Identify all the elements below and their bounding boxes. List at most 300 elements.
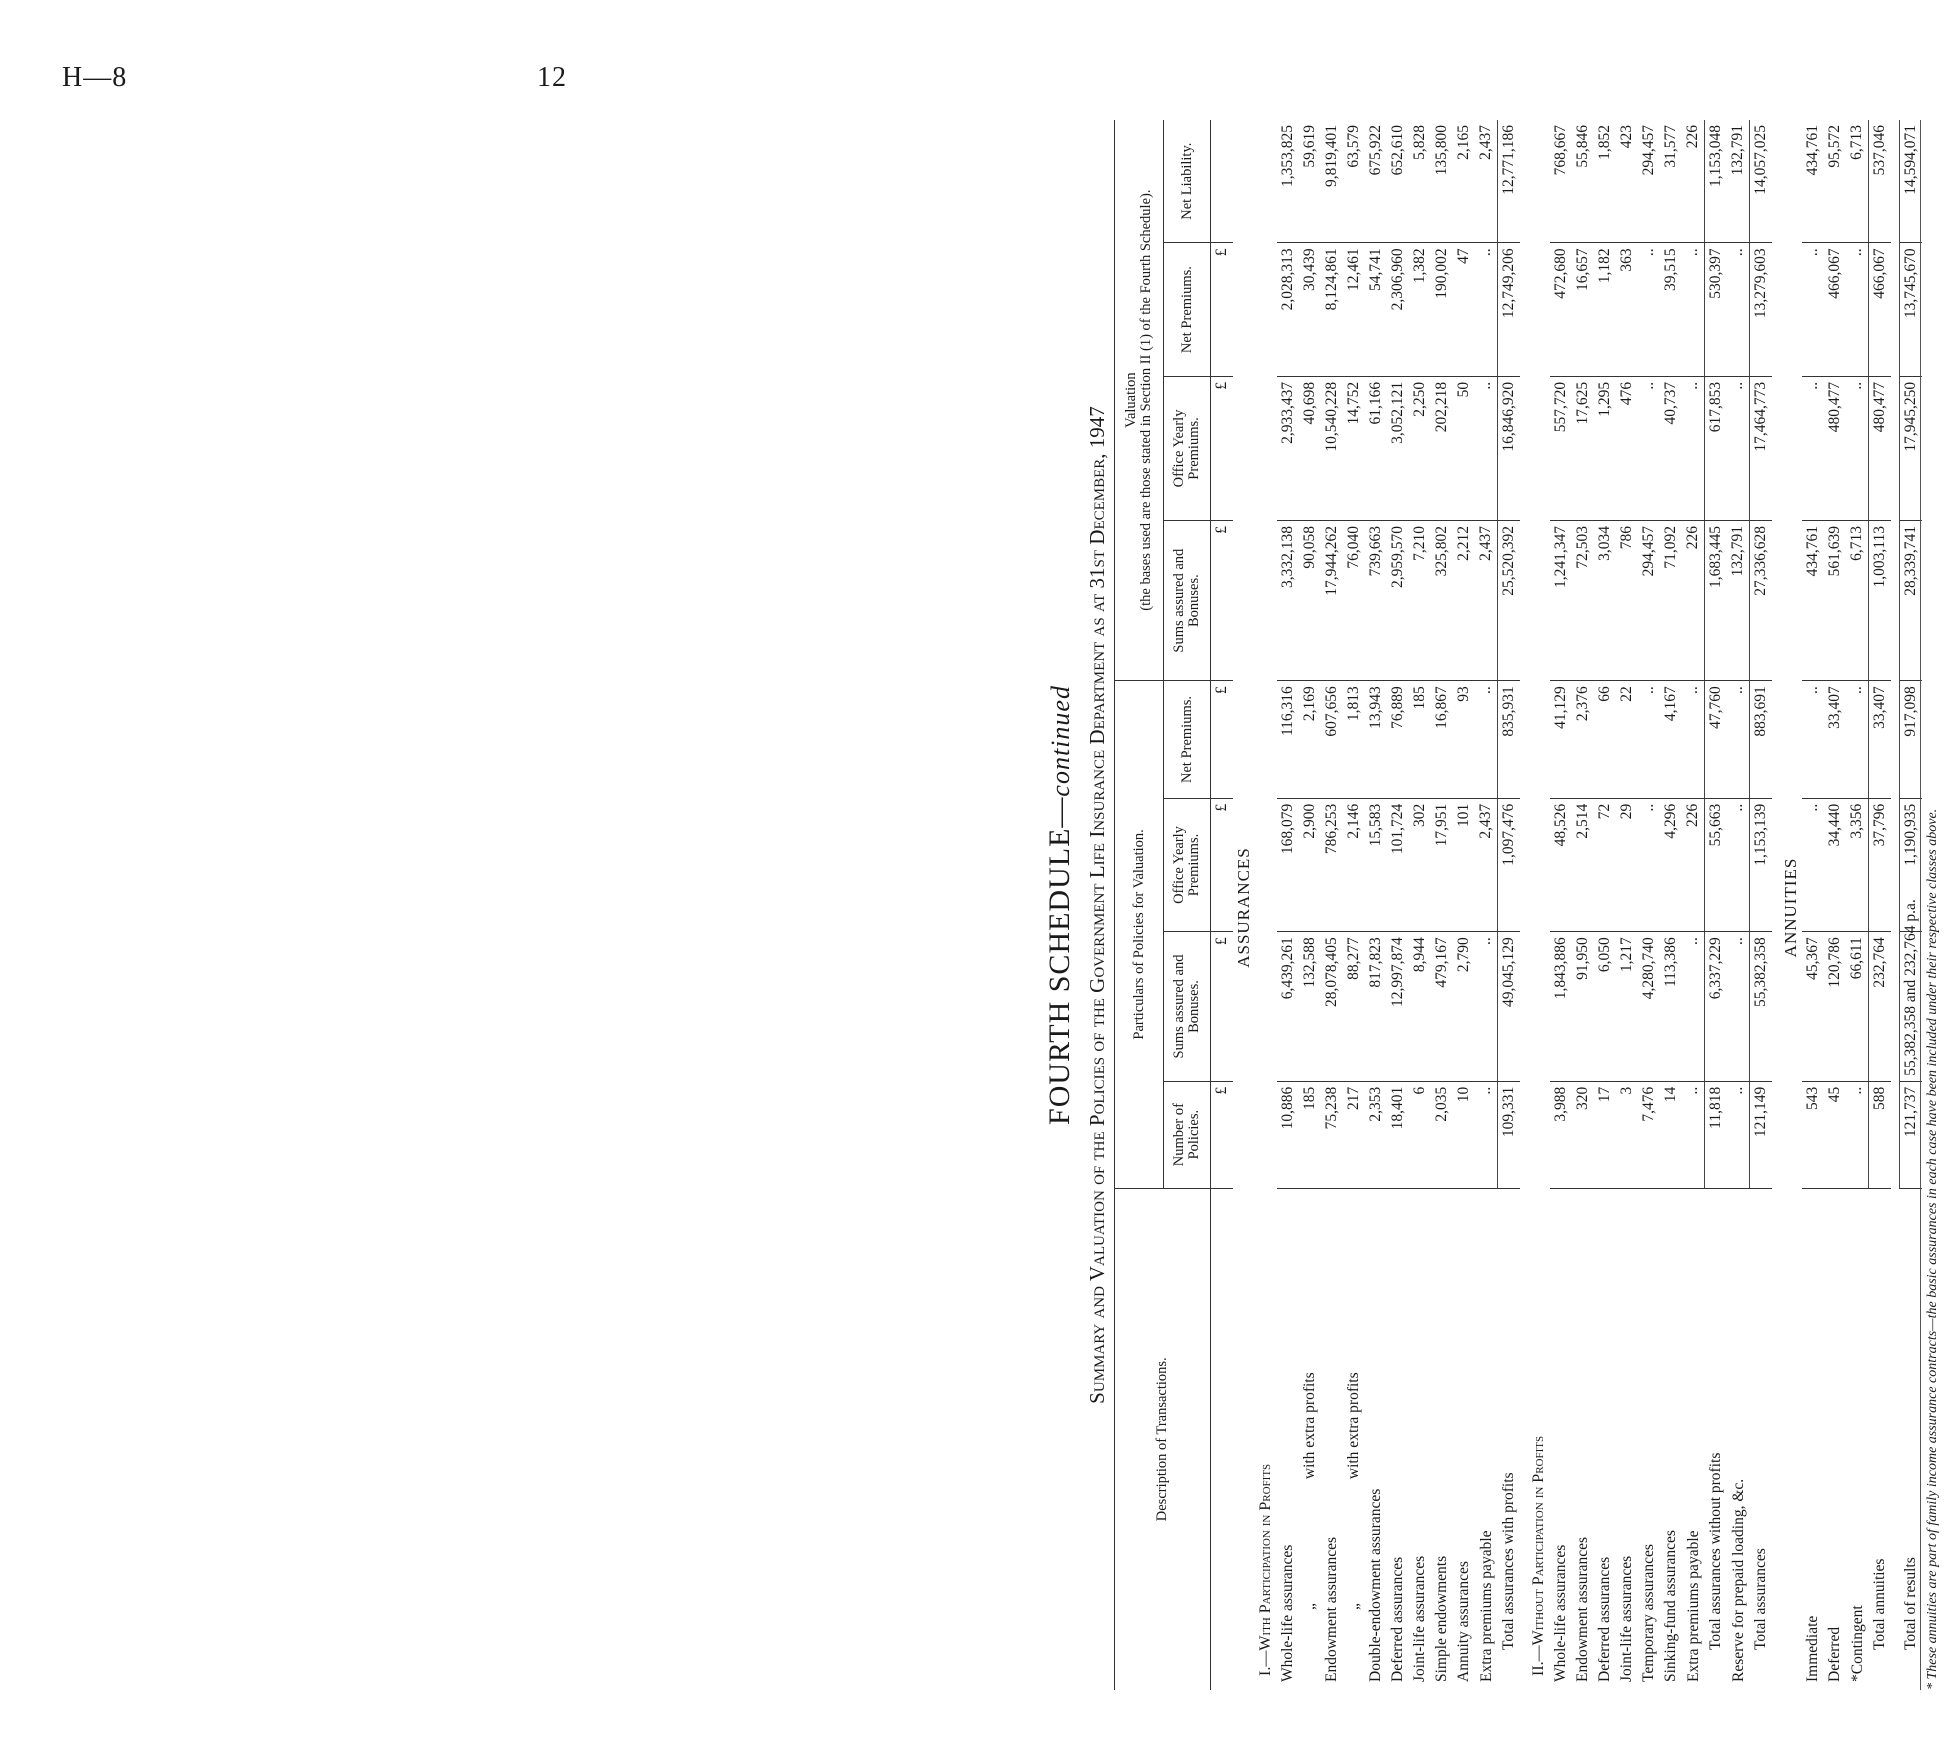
row-value: 17,625	[1572, 376, 1594, 520]
row-label: Joint-life assurances	[1411, 1555, 1428, 1682]
row-value: 883,691	[1750, 681, 1773, 799]
row-value: 28,078,405	[1321, 932, 1343, 1082]
row-value: 55,846	[1572, 120, 1594, 243]
row-label: „ with extra profits	[1301, 1372, 1318, 1610]
row-value: 202,218	[1431, 376, 1453, 520]
row-value: 1,813	[1343, 681, 1365, 799]
row-value: 45,367	[1802, 932, 1824, 1082]
total-annuities-row	[1869, 120, 1892, 1690]
spacer-cell	[1891, 120, 1900, 1690]
row-value: 185	[1299, 1081, 1321, 1188]
row-label: Total of results	[1902, 1557, 1919, 1650]
row-value: 12,997,874	[1387, 932, 1409, 1082]
row-label: Deferred	[1826, 1626, 1843, 1682]
row-value: ..	[1846, 681, 1869, 799]
table-row	[1365, 120, 1387, 1690]
row-value: 55,382,358	[1750, 932, 1773, 1082]
row-value: 49,045,129	[1498, 932, 1521, 1082]
currency-cell: £	[1211, 932, 1234, 1082]
row-label: Annuity assurances	[1455, 1561, 1472, 1682]
row-value: 2,514	[1572, 798, 1594, 932]
table-row	[1387, 120, 1409, 1690]
row-value: 786	[1616, 521, 1638, 681]
spacer-cell	[1520, 120, 1528, 1690]
row-value: 226	[1682, 120, 1705, 243]
row-value: ..	[1802, 243, 1824, 377]
row-value: ..	[1475, 243, 1498, 377]
row-value: 1,097,476	[1498, 798, 1521, 932]
row-value: 17,951	[1431, 798, 1453, 932]
row-value: 835,931	[1498, 681, 1521, 799]
row-value: 1,241,347	[1550, 521, 1572, 681]
row-value: 39,515	[1660, 243, 1682, 377]
spacer-row	[1520, 120, 1528, 1690]
section-annuities	[1780, 120, 1802, 1690]
row-value: 3,052,121	[1387, 376, 1409, 520]
row-value: ..	[1475, 376, 1498, 520]
page-reference: H—8	[62, 62, 128, 93]
row-value: 16,846,920	[1498, 376, 1521, 520]
row-value: 6,050	[1594, 932, 1616, 1082]
row-value: 4,296	[1660, 798, 1682, 932]
header-valuation-sums: Sums assured and Bonuses.	[1164, 521, 1211, 681]
row-value: 14,594,071	[1900, 120, 1923, 243]
row-value: ..	[1846, 376, 1869, 520]
table-row	[1572, 120, 1594, 1690]
row-value: 8,124,861	[1321, 243, 1343, 377]
row-value: 4,280,740	[1638, 932, 1660, 1082]
table-row	[1299, 120, 1321, 1690]
row-value: 168,079	[1277, 798, 1299, 932]
row-label: Joint-life assurances	[1618, 1555, 1635, 1682]
row-value: 2,212	[1453, 521, 1475, 681]
row-value: ..	[1682, 1081, 1705, 1188]
row-value: 135,800	[1431, 120, 1453, 243]
section-with-profits-label: I.—With Participation in Profits	[1257, 1463, 1274, 1676]
row-value: 2,146	[1343, 798, 1365, 932]
row-value: ..	[1846, 243, 1869, 377]
row-label: Endowment assurances	[1323, 1536, 1340, 1682]
row-value: 2,933,437	[1277, 376, 1299, 520]
row-value: 40,737	[1660, 376, 1682, 520]
row-value: 4,167	[1660, 681, 1682, 799]
row-value: 47	[1453, 243, 1475, 377]
table-row	[1550, 120, 1572, 1690]
row-value: 16,657	[1572, 243, 1594, 377]
row-value: 40,698	[1299, 376, 1321, 520]
row-value: 561,639	[1824, 521, 1846, 681]
row-label: Immediate	[1804, 1615, 1821, 1682]
table-row	[1343, 120, 1365, 1690]
row-label: Sinking-fund assurances	[1662, 1530, 1679, 1682]
section-without-profits-label: II.—Without Participation in Profits	[1530, 1435, 1547, 1676]
table-row	[1802, 120, 1824, 1690]
row-value: 90,058	[1299, 521, 1321, 681]
row-value: 2,165	[1453, 120, 1475, 243]
row-value: 2,437	[1475, 521, 1498, 681]
row-value: 2,437	[1475, 798, 1498, 932]
row-value: 17,945,250	[1900, 376, 1923, 520]
currency-row	[1211, 120, 1234, 1690]
row-value: 116,316	[1277, 681, 1299, 799]
row-value: 6,713	[1846, 521, 1869, 681]
table-body	[1211, 120, 1923, 1690]
section-assurances-label: ASSURANCES	[1234, 847, 1253, 968]
row-value: 768,667	[1550, 120, 1572, 243]
row-value: 2,250	[1409, 376, 1431, 520]
row-value: 66	[1594, 681, 1616, 799]
table-row	[1277, 120, 1299, 1690]
header-particulars: Particulars of Policies for Valuation.	[1115, 681, 1164, 1188]
row-value: 121,149	[1750, 1081, 1773, 1188]
row-value: 479,167	[1431, 932, 1453, 1082]
currency-cell	[1211, 120, 1234, 243]
row-value: 217	[1343, 1081, 1365, 1188]
row-value: 48,526	[1550, 798, 1572, 932]
row-value: 1,153,048	[1705, 120, 1728, 243]
header-valuation-note: (the bases used are those stated in Section II (1) of the Fourth Schedule).	[1138, 189, 1154, 611]
row-value: 1,683,445	[1705, 521, 1728, 681]
row-value: 1,353,825	[1277, 120, 1299, 243]
schedule-subtitle	[1080, 120, 1114, 1690]
table-row	[1824, 120, 1846, 1690]
currency-cell: £	[1211, 521, 1234, 681]
row-value: ..	[1802, 681, 1824, 799]
row-value: 2,028,313	[1277, 243, 1299, 377]
row-value: 66,611	[1846, 932, 1869, 1082]
row-value: 55,382,358 and 232,764 p.a.	[1900, 932, 1923, 1082]
row-label: Whole-life assurances	[1279, 1544, 1296, 1682]
schedule-title	[1040, 120, 1080, 1690]
row-value: 132,588	[1299, 932, 1321, 1082]
row-value: 47,760	[1705, 681, 1728, 799]
row-value: 3,034	[1594, 521, 1616, 681]
row-value: 75,238	[1321, 1081, 1343, 1188]
row-value: 16,867	[1431, 681, 1453, 799]
row-value: ..	[1638, 798, 1660, 932]
header-office: Office Yearly Premiums.	[1164, 798, 1211, 932]
row-value: ..	[1475, 681, 1498, 799]
row-value: 1,295	[1594, 376, 1616, 520]
header-description: Description of Transactions.	[1115, 1188, 1211, 1690]
row-value: 7,210	[1409, 521, 1431, 681]
row-value: 59,619	[1299, 120, 1321, 243]
row-value: 50	[1453, 376, 1475, 520]
row-value: 15,583	[1365, 798, 1387, 932]
table-row	[1321, 120, 1343, 1690]
row-value: 320	[1572, 1081, 1594, 1188]
schedule-title-italic: continued	[1046, 685, 1075, 797]
row-value: 76,040	[1343, 521, 1365, 681]
row-value: ..	[1682, 681, 1705, 799]
row-value: 45	[1824, 1081, 1846, 1188]
row-value: 17	[1594, 1081, 1616, 1188]
row-value: 6,439,261	[1277, 932, 1299, 1082]
row-value: 557,720	[1550, 376, 1572, 520]
row-value: 2,169	[1299, 681, 1321, 799]
section-annuities-label: ANNUITIES	[1781, 857, 1800, 958]
row-value: 2,306,960	[1387, 243, 1409, 377]
row-value: 739,663	[1365, 521, 1387, 681]
row-value: 472,680	[1550, 243, 1572, 377]
row-value: 31,577	[1660, 120, 1682, 243]
row-label: Deferred assurances	[1596, 1556, 1613, 1682]
row-value: 3	[1616, 1081, 1638, 1188]
row-value: ..	[1846, 1081, 1869, 1188]
row-value: 480,477	[1869, 376, 1892, 520]
row-value: 10,886	[1277, 1081, 1299, 1188]
row-value: 10,540,228	[1321, 376, 1343, 520]
row-value: 2,353	[1365, 1081, 1387, 1188]
row-value: ..	[1802, 376, 1824, 520]
row-value: 14,057,025	[1750, 120, 1773, 243]
row-value: ..	[1638, 376, 1660, 520]
row-value: 325,802	[1431, 521, 1453, 681]
spacer-row	[1772, 120, 1780, 1690]
row-value: 185	[1409, 681, 1431, 799]
currency-cell	[1211, 1188, 1234, 1690]
row-value: 3,332,138	[1277, 521, 1299, 681]
table-row	[1846, 120, 1869, 1690]
row-value: 61,166	[1365, 376, 1387, 520]
row-label: Double-endowment assurances	[1367, 1488, 1384, 1682]
row-value: 3,988	[1550, 1081, 1572, 1188]
spacer-row	[1891, 120, 1900, 1690]
row-value: 466,067	[1869, 243, 1892, 377]
row-value: 132,791	[1727, 120, 1750, 243]
currency-cell: £	[1211, 681, 1234, 799]
row-value: ..	[1802, 798, 1824, 932]
row-value: 14,752	[1343, 376, 1365, 520]
currency-cell: £	[1211, 376, 1234, 520]
row-value: 190,002	[1431, 243, 1453, 377]
schedule-subtitle-text: Summary and Valuation of the Policies of the Government Life Insurance Department as at 31st December, 1947	[1085, 406, 1109, 1404]
row-value: 41,129	[1550, 681, 1572, 799]
row-value: 5,828	[1409, 120, 1431, 243]
currency-cell: £	[1211, 1081, 1234, 1188]
row-value: 588	[1869, 1081, 1892, 1188]
row-value: 1,852	[1594, 120, 1616, 243]
total-results-row	[1900, 120, 1923, 1690]
row-value: 13,279,603	[1750, 243, 1773, 377]
rotated-schedule	[1040, 120, 1952, 1690]
row-value: 1,217	[1616, 932, 1638, 1082]
row-value: 1,182	[1594, 243, 1616, 377]
row-value: 1,003,113	[1869, 521, 1892, 681]
row-value: 226	[1682, 521, 1705, 681]
table-row	[1660, 120, 1682, 1690]
total-with-profits-row	[1498, 120, 1521, 1690]
row-value: 91,950	[1572, 932, 1594, 1082]
row-value: 2,437	[1475, 120, 1498, 243]
row-value: 2,959,570	[1387, 521, 1409, 681]
row-value: 27,336,628	[1750, 521, 1773, 681]
row-value: 607,656	[1321, 681, 1343, 799]
row-value: 10	[1453, 1081, 1475, 1188]
section-assurances	[1233, 120, 1255, 1690]
row-value: 917,098	[1900, 681, 1923, 799]
spacer-cell	[1772, 120, 1780, 1690]
header-valuation-net: Net Premiums.	[1164, 243, 1211, 377]
row-value: 294,457	[1638, 120, 1660, 243]
row-value: 55,663	[1705, 798, 1728, 932]
row-value: 28,339,741	[1900, 521, 1923, 681]
row-value: 675,922	[1365, 120, 1387, 243]
row-value: 120,786	[1824, 932, 1846, 1082]
row-value: 14	[1660, 1081, 1682, 1188]
row-value: 76,889	[1387, 681, 1409, 799]
row-value: ..	[1727, 681, 1750, 799]
row-value: 29	[1616, 798, 1638, 932]
row-value: 34,440	[1824, 798, 1846, 932]
row-label: Total assurances	[1752, 1548, 1769, 1650]
schedule-title-text: FOURTH SCHEDULE—	[1043, 796, 1076, 1125]
header-net-liability: Net Liability.	[1164, 120, 1211, 243]
row-value: 72	[1594, 798, 1616, 932]
row-value: 530,397	[1705, 243, 1728, 377]
row-value: 476	[1616, 376, 1638, 520]
row-value: 18,401	[1387, 1081, 1409, 1188]
row-label: Endowment assurances	[1574, 1536, 1591, 1682]
row-value: 2,900	[1299, 798, 1321, 932]
row-value: 71,092	[1660, 521, 1682, 681]
row-value: 101,724	[1387, 798, 1409, 932]
row-value: 617,853	[1705, 376, 1728, 520]
row-value: 302	[1409, 798, 1431, 932]
row-value: 2,035	[1431, 1081, 1453, 1188]
row-label: Total assurances with profits	[1500, 1472, 1517, 1650]
row-value: 132,791	[1727, 521, 1750, 681]
header-net-premiums: Net Premiums.	[1164, 681, 1211, 799]
section-without-profits	[1528, 120, 1550, 1690]
header-valuation-office: Office Yearly Premiums.	[1164, 376, 1211, 520]
section-with-profits	[1255, 120, 1277, 1690]
table-row	[1594, 120, 1616, 1690]
row-label: Temporary assurances	[1640, 1544, 1657, 1682]
row-value: 1,190,935	[1900, 798, 1923, 932]
row-value: 537,046	[1869, 120, 1892, 243]
row-value: 652,610	[1387, 120, 1409, 243]
row-value: ..	[1682, 376, 1705, 520]
row-label: Whole-life assurances	[1552, 1544, 1569, 1682]
row-value: 1,382	[1409, 243, 1431, 377]
row-value: 6,337,229	[1705, 932, 1728, 1082]
row-label: „ with extra profits	[1345, 1372, 1362, 1610]
row-value: 7,476	[1638, 1081, 1660, 1188]
row-value: 6,713	[1846, 120, 1869, 243]
row-label: Reserve for prepaid loading, &c.	[1729, 1478, 1747, 1682]
row-value: ..	[1682, 932, 1705, 1082]
row-value: 232,764	[1869, 932, 1892, 1082]
row-value: ..	[1727, 798, 1750, 932]
row-value: 37,796	[1869, 798, 1892, 932]
row-value: 22	[1616, 681, 1638, 799]
row-label: Deferred assurances	[1389, 1556, 1406, 1682]
table-row	[1453, 120, 1475, 1690]
row-value: ..	[1727, 932, 1750, 1082]
total-without-profits-row	[1705, 120, 1728, 1690]
row-label: Extra premiums payable	[1684, 1530, 1702, 1682]
row-label: Simple endowments	[1433, 1555, 1450, 1682]
row-value: 101	[1453, 798, 1475, 932]
table-row	[1409, 120, 1431, 1690]
row-value: 466,067	[1824, 243, 1846, 377]
valuation-table	[1114, 120, 1922, 1690]
table-row	[1638, 120, 1660, 1690]
row-value: 2,790	[1453, 932, 1475, 1082]
row-value: 423	[1616, 120, 1638, 243]
row-value: 113,386	[1660, 932, 1682, 1082]
row-value: 294,457	[1638, 521, 1660, 681]
page-number: 12	[537, 62, 567, 93]
row-label: *Contingent	[1848, 1605, 1866, 1682]
row-value: 33,407	[1824, 681, 1846, 799]
row-value: 226	[1682, 798, 1705, 932]
row-value: 121,737	[1900, 1081, 1923, 1188]
row-value: ..	[1727, 243, 1750, 377]
row-value: 13,943	[1365, 681, 1387, 799]
row-value: 817,823	[1365, 932, 1387, 1082]
row-value: 109,331	[1498, 1081, 1521, 1188]
row-value: 2,376	[1572, 681, 1594, 799]
row-value: 8,944	[1409, 932, 1431, 1082]
row-value: 33,407	[1869, 681, 1892, 799]
row-value: 1,153,139	[1750, 798, 1773, 932]
row-label: Total assurances without profits	[1707, 1452, 1724, 1650]
row-value: 12,749,206	[1498, 243, 1521, 377]
row-value: ..	[1475, 1081, 1498, 1188]
row-value: 434,761	[1802, 521, 1824, 681]
row-value: 72,503	[1572, 521, 1594, 681]
reserve-row	[1727, 120, 1750, 1690]
row-value: 363	[1616, 243, 1638, 377]
row-value: ..	[1682, 243, 1705, 377]
row-value: 3,356	[1846, 798, 1869, 932]
currency-cell: £	[1211, 798, 1234, 932]
header-valuation-title: Valuation	[1123, 372, 1139, 428]
row-value: 11,818	[1705, 1081, 1728, 1188]
table-row	[1431, 120, 1453, 1690]
row-value: ..	[1727, 1081, 1750, 1188]
header-number: Number of Policies.	[1164, 1081, 1211, 1188]
row-value: 30,439	[1299, 243, 1321, 377]
header-valuation	[1115, 120, 1164, 681]
row-value: 6	[1409, 1081, 1431, 1188]
footnote: * These annuities are part of family income assurance contracts—the basic assurances in each case have been included under their respective classes above.	[1920, 120, 1941, 1690]
row-value: 543	[1802, 1081, 1824, 1188]
row-label: Extra premiums payable	[1477, 1530, 1495, 1682]
row-value: 54,741	[1365, 243, 1387, 377]
row-value: 12,461	[1343, 243, 1365, 377]
row-value: 1,843,886	[1550, 932, 1572, 1082]
table-row	[1475, 120, 1498, 1690]
row-value: ..	[1638, 681, 1660, 799]
row-value: 786,253	[1321, 798, 1343, 932]
row-value: ..	[1475, 932, 1498, 1082]
table-row	[1616, 120, 1638, 1690]
row-value: 9,819,401	[1321, 120, 1343, 243]
row-value: 17,464,773	[1750, 376, 1773, 520]
row-value: 93	[1453, 681, 1475, 799]
row-value: 434,761	[1802, 120, 1824, 243]
row-value: ..	[1727, 376, 1750, 520]
row-value: 25,520,392	[1498, 521, 1521, 681]
row-value: 95,572	[1824, 120, 1846, 243]
row-value: 63,579	[1343, 120, 1365, 243]
row-value: 17,944,262	[1321, 521, 1343, 681]
row-label: Total annuities	[1871, 1558, 1888, 1650]
row-value: 12,771,186	[1498, 120, 1521, 243]
